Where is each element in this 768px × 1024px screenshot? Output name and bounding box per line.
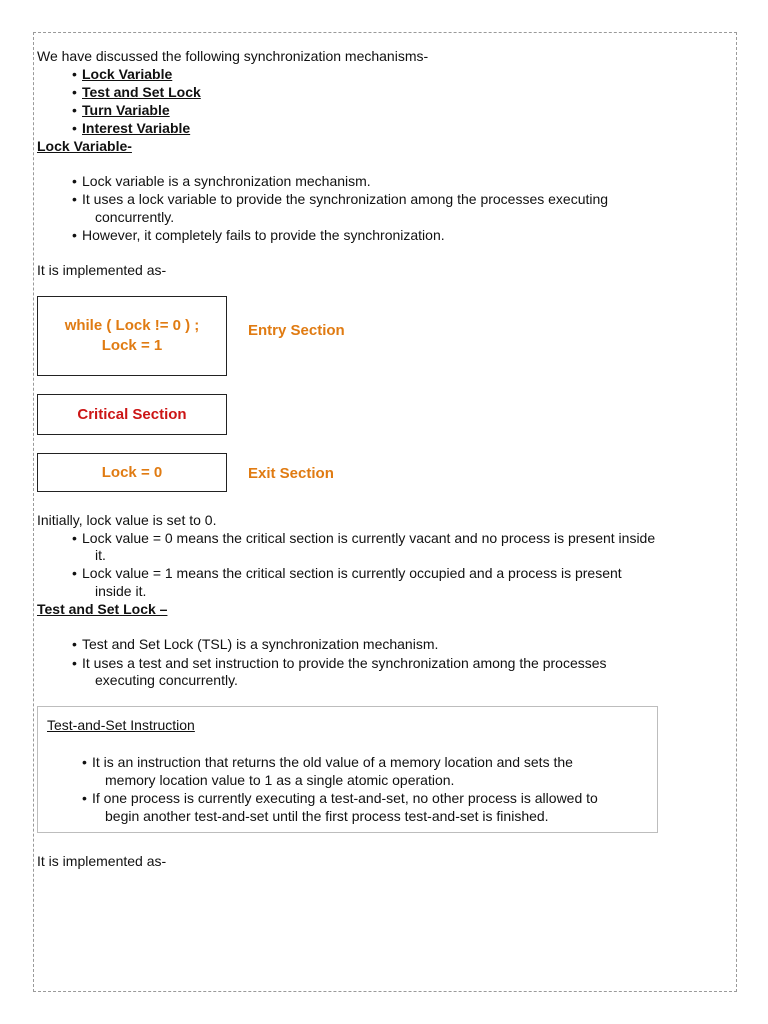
entry-section-label: Entry Section — [248, 322, 345, 339]
tsi-point: • If one process is currently executing a test-and-set, no other process is allowed to — [82, 790, 598, 806]
tsi-title: Test-and-Set Instruction — [47, 717, 195, 733]
tsl-point-cont: executing concurrently. — [95, 672, 238, 688]
intro-text: We have discussed the following synchronization mechanisms- — [37, 48, 429, 64]
implemented-text-2: It is implemented as- — [37, 853, 167, 869]
tsi-point-cont: memory location value to 1 as a single atomic operation. — [105, 772, 455, 788]
exit-section-label: Exit Section — [248, 465, 334, 482]
lock-variable-point: • However, it completely fails to provide the synchronization. — [72, 227, 445, 243]
implemented-text: It is implemented as- — [37, 262, 167, 278]
lock-variable-point-cont: concurrently. — [95, 209, 175, 225]
lock-value-one: • Lock value = 1 means the critical section is currently occupied and a process is present — [72, 565, 622, 581]
entry-section-box — [37, 296, 227, 376]
tsi-point: • It is an instruction that returns the old value of a memory location and sets the — [82, 754, 573, 770]
lock-variable-point: • Lock variable is a synchronization mechanism. — [72, 173, 371, 189]
entry-code-line1: while ( Lock != 0 ) ; — [64, 317, 200, 334]
mechanism-item-turn-variable[interactable]: • Turn Variable — [72, 102, 170, 118]
critical-section-box — [37, 394, 227, 435]
lock-value-zero: • Lock value = 0 means the critical section is currently vacant and no process is present inside — [72, 530, 656, 546]
lock-value-zero-cont: it. — [95, 547, 106, 563]
entry-code-line2: Lock = 1 — [101, 337, 163, 354]
exit-code: Lock = 0 — [101, 463, 163, 481]
critical-section-label: Critical Section — [77, 405, 187, 423]
lock-variable-heading: Lock Variable- — [37, 138, 132, 154]
tsl-point: • Test and Set Lock (TSL) is a synchronization mechanism. — [72, 636, 439, 652]
exit-section-box — [37, 453, 227, 492]
mechanism-item-interest-variable[interactable]: • Interest Variable — [72, 120, 191, 136]
lock-variable-point: • It uses a lock variable to provide the synchronization among the processes executing — [72, 191, 609, 207]
tsi-point-cont: begin another test-and-set until the first process test-and-set is finished. — [105, 808, 549, 824]
mechanism-item-test-and-set-lock[interactable]: • Test and Set Lock — [72, 84, 201, 100]
tsl-point: • It uses a test and set instruction to provide the synchronization among the processes — [72, 655, 607, 671]
tsl-heading: Test and Set Lock – — [37, 601, 168, 617]
lock-value-one-cont: inside it. — [95, 583, 147, 599]
initial-lock-text: Initially, lock value is set to 0. — [37, 512, 217, 528]
mechanism-item-lock-variable[interactable]: • Lock Variable — [72, 66, 173, 82]
